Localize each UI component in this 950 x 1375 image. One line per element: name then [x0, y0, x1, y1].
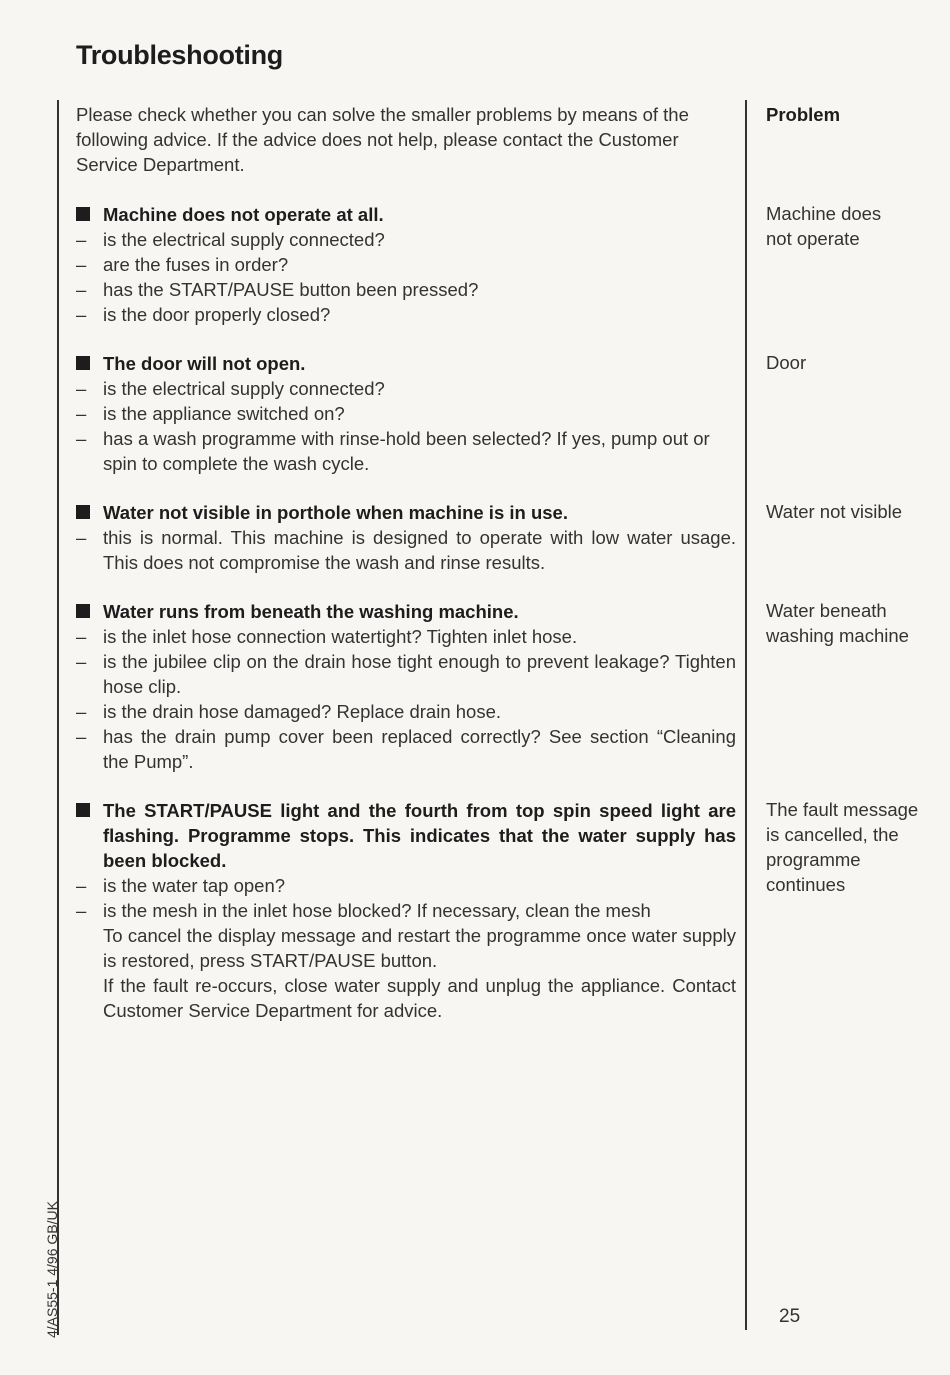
section-door [76, 351, 736, 476]
section-no-operate [76, 202, 736, 327]
list-item: – is the inlet hose connection watertight? Tighten inlet hose. [76, 626, 578, 647]
check-list [76, 525, 736, 575]
section-heading-text: Water not visible in porthole when machine is in use. [103, 502, 568, 523]
square-bullet-icon [76, 505, 90, 519]
section-water-not-visible [76, 500, 736, 575]
list-item: – is the mesh in the inlet hose blocked? If necessary, clean the mesh [76, 900, 651, 921]
section-heading-text: The door will not open. [103, 353, 306, 374]
document-code: 4/AS55-1 4/96 GB/UK [44, 1201, 60, 1338]
list-item: – has the START/PAUSE button been pressed? [76, 279, 479, 300]
list-item: – is the jubilee clip on the drain hose tight enough to prevent leakage? Tighten hose clip. [76, 651, 736, 697]
list-item: – is the appliance switched on? [76, 403, 345, 424]
square-bullet-icon [76, 356, 90, 370]
main-column [76, 102, 736, 1047]
list-item: – is the door properly closed? [76, 304, 331, 325]
list-item: – has a wash programme with rinse-hold been selected? If yes, pump out or spin to complete the wash cycle. [76, 428, 710, 474]
problem-column-title: Problem [766, 104, 841, 125]
section-heading-text: The START/PAUSE light and the fourth from top spin speed light are flashing. Programme stops. This indicates that the water supply has been blocked. [103, 800, 736, 871]
section-water-beneath [76, 599, 736, 774]
list-item: – is the drain hose damaged? Replace drain hose. [76, 701, 502, 722]
problem-label: Machine does not operate [766, 203, 882, 249]
square-bullet-icon [76, 604, 90, 618]
problem-label: The fault message is cancelled, the programme continues [766, 799, 919, 895]
list-item: – are the fuses in order? [76, 254, 289, 275]
check-list [76, 376, 736, 476]
section-start-pause-flashing [76, 798, 736, 1023]
extra-note: To cancel the display message and restart the programme once water supply is restored, press START/PAUSE button. [103, 925, 736, 971]
left-divider [57, 100, 59, 1335]
section-heading [76, 599, 736, 624]
list-item: – is the water tap open? [76, 875, 286, 896]
list-item: – is the electrical supply connected? [76, 229, 385, 250]
extra-note: If the fault re-occurs, close water supply and unplug the appliance. Contact Customer Service Department for advice. [103, 975, 736, 1021]
check-list [76, 624, 736, 774]
problem-label: Door [766, 352, 807, 373]
page-number: 25 [779, 1306, 801, 1327]
intro-paragraph: Please check whether you can solve the smaller problems by means of the following advice. If the advice does not help, please contact the Customer Service Department. [76, 104, 689, 175]
section-heading [76, 351, 736, 376]
problem-label: Water not visible [766, 501, 903, 522]
section-heading-text: Machine does not operate at all. [103, 204, 384, 225]
square-bullet-icon [76, 207, 90, 221]
list-item: – this is normal. This machine is designed to operate with low water usage. This does not compromise the wash and rinse results. [76, 527, 736, 573]
section-heading [76, 202, 736, 227]
list-item: – has the drain pump cover been replaced correctly? See section “Cleaning the Pump”. [76, 726, 736, 772]
column-divider [745, 100, 747, 1330]
section-heading-text: Water runs from beneath the washing machine. [103, 601, 519, 622]
page-title: Troubleshooting [76, 40, 283, 70]
check-list [76, 227, 736, 327]
section-heading [76, 500, 736, 525]
list-item: – is the electrical supply connected? [76, 378, 385, 399]
check-list [76, 873, 736, 923]
problem-label: Water beneath washing machine [766, 600, 909, 646]
square-bullet-icon [76, 803, 90, 817]
section-heading [76, 798, 736, 873]
